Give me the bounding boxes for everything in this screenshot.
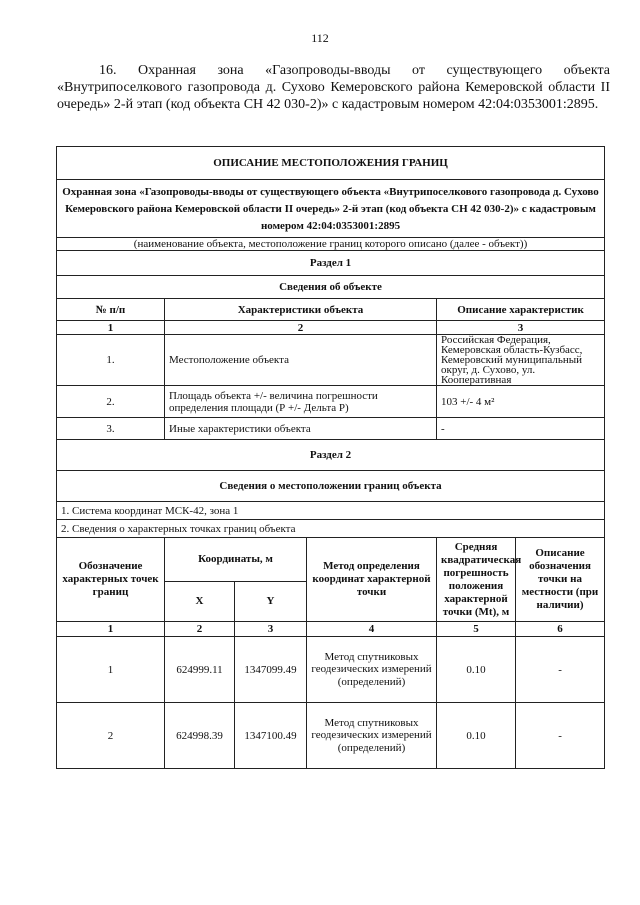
coordinate-system: 1. Система координат МСК-42, зона 1 [57,502,605,520]
point-accuracy: 0.10 [437,703,516,769]
col-number: 5 [437,622,516,637]
intro-paragraph: 16. Охранная зона «Газопроводы-вводы от существующего объекта «Внутрипоселкового газопровода д. Сухово Кемеровского района Кемеровской области II очередь» 2-й этап (код объекта СН 42 030-2)» с кадастровым номером 42:04:0353001:2895. [57,63,610,112]
point-y: 1347099.49 [235,637,307,703]
point-method: Метод спутниковых геодезических измерений (определений) [307,703,437,769]
col-number: 4 [307,622,437,637]
point-x: 624999.11 [165,637,235,703]
section2-subtitle: Сведения о местоположении границ объекта [57,471,605,502]
table-row [57,386,605,418]
point-method: Метод спутниковых геодезических измерений (определений) [307,637,437,703]
header-point-designation: Обозначение характерных точек границ [57,538,165,622]
header-number: № п/п [57,299,165,321]
header-characteristics: Характеристики объекта [165,299,437,321]
object-name: Охранная зона «Газопроводы-вводы от существующего объекта «Внутрипоселкового газопровода д. Сухово Кемеровского района Кемеровской области II очередь» 2-й этап (код объекта СН 42 030-2)» с кадастровым номером 42:04:0353001:2895 [57,180,605,238]
page-number: 112 [311,31,329,45]
characteristic-name: Иные характеристики объекта [165,418,437,440]
header-method: Метод определения координат характерной точки [307,538,437,622]
header-description: Описание характеристик [437,299,605,321]
col-number: 2 [165,622,235,637]
header-x: X [165,582,235,622]
points-caption: 2. Сведения о характерных точках границ объекта [57,520,605,538]
section2-title: Раздел 2 [57,440,605,471]
table-row [57,637,605,703]
row-number: 1. [57,335,165,386]
object-caption: (наименование объекта, местоположение границ которого описано (далее - объект)) [57,238,605,251]
table-row [57,703,605,769]
point-description: - [516,703,605,769]
characteristic-value: - [437,418,605,440]
characteristic-name: Местоположение объекта [165,335,437,386]
table-row [57,335,605,386]
header-accuracy: Средняя квадратическая погрешность положения характерной точки (Mt), м [437,538,516,622]
header-point-description: Описание обозначения точки на местности (при наличии) [516,538,605,622]
col-number: 6 [516,622,605,637]
boundary-description-table [56,146,605,769]
row-number: 3. [57,418,165,440]
col-number: 2 [165,321,437,335]
point-y: 1347100.49 [235,703,307,769]
section1-title: Раздел 1 [57,251,605,276]
point-description: - [516,637,605,703]
header-y: Y [235,582,307,622]
row-number: 2. [57,386,165,418]
col-number: 3 [437,321,605,335]
table-row [57,418,605,440]
point-x: 624998.39 [165,703,235,769]
characteristic-value: 103 +/- 4 м² [437,386,605,418]
document-title: ОПИСАНИЕ МЕСТОПОЛОЖЕНИЯ ГРАНИЦ [57,147,605,180]
section1-subtitle: Сведения об объекте [57,276,605,299]
characteristic-name: Площадь объекта +/- величина погрешности определения площади (Р +/- Дельта Р) [165,386,437,418]
characteristic-value: Российская Федерация, Кемеровская область-Кузбасс, Кемеровский муниципальный округ, д. Сухово, ул. Кооперативная [437,335,605,386]
header-coordinates: Координаты, м [165,538,307,582]
point-accuracy: 0.10 [437,637,516,703]
col-number: 1 [57,321,165,335]
point-id: 1 [57,637,165,703]
col-number: 1 [57,622,165,637]
col-number: 3 [235,622,307,637]
point-id: 2 [57,703,165,769]
